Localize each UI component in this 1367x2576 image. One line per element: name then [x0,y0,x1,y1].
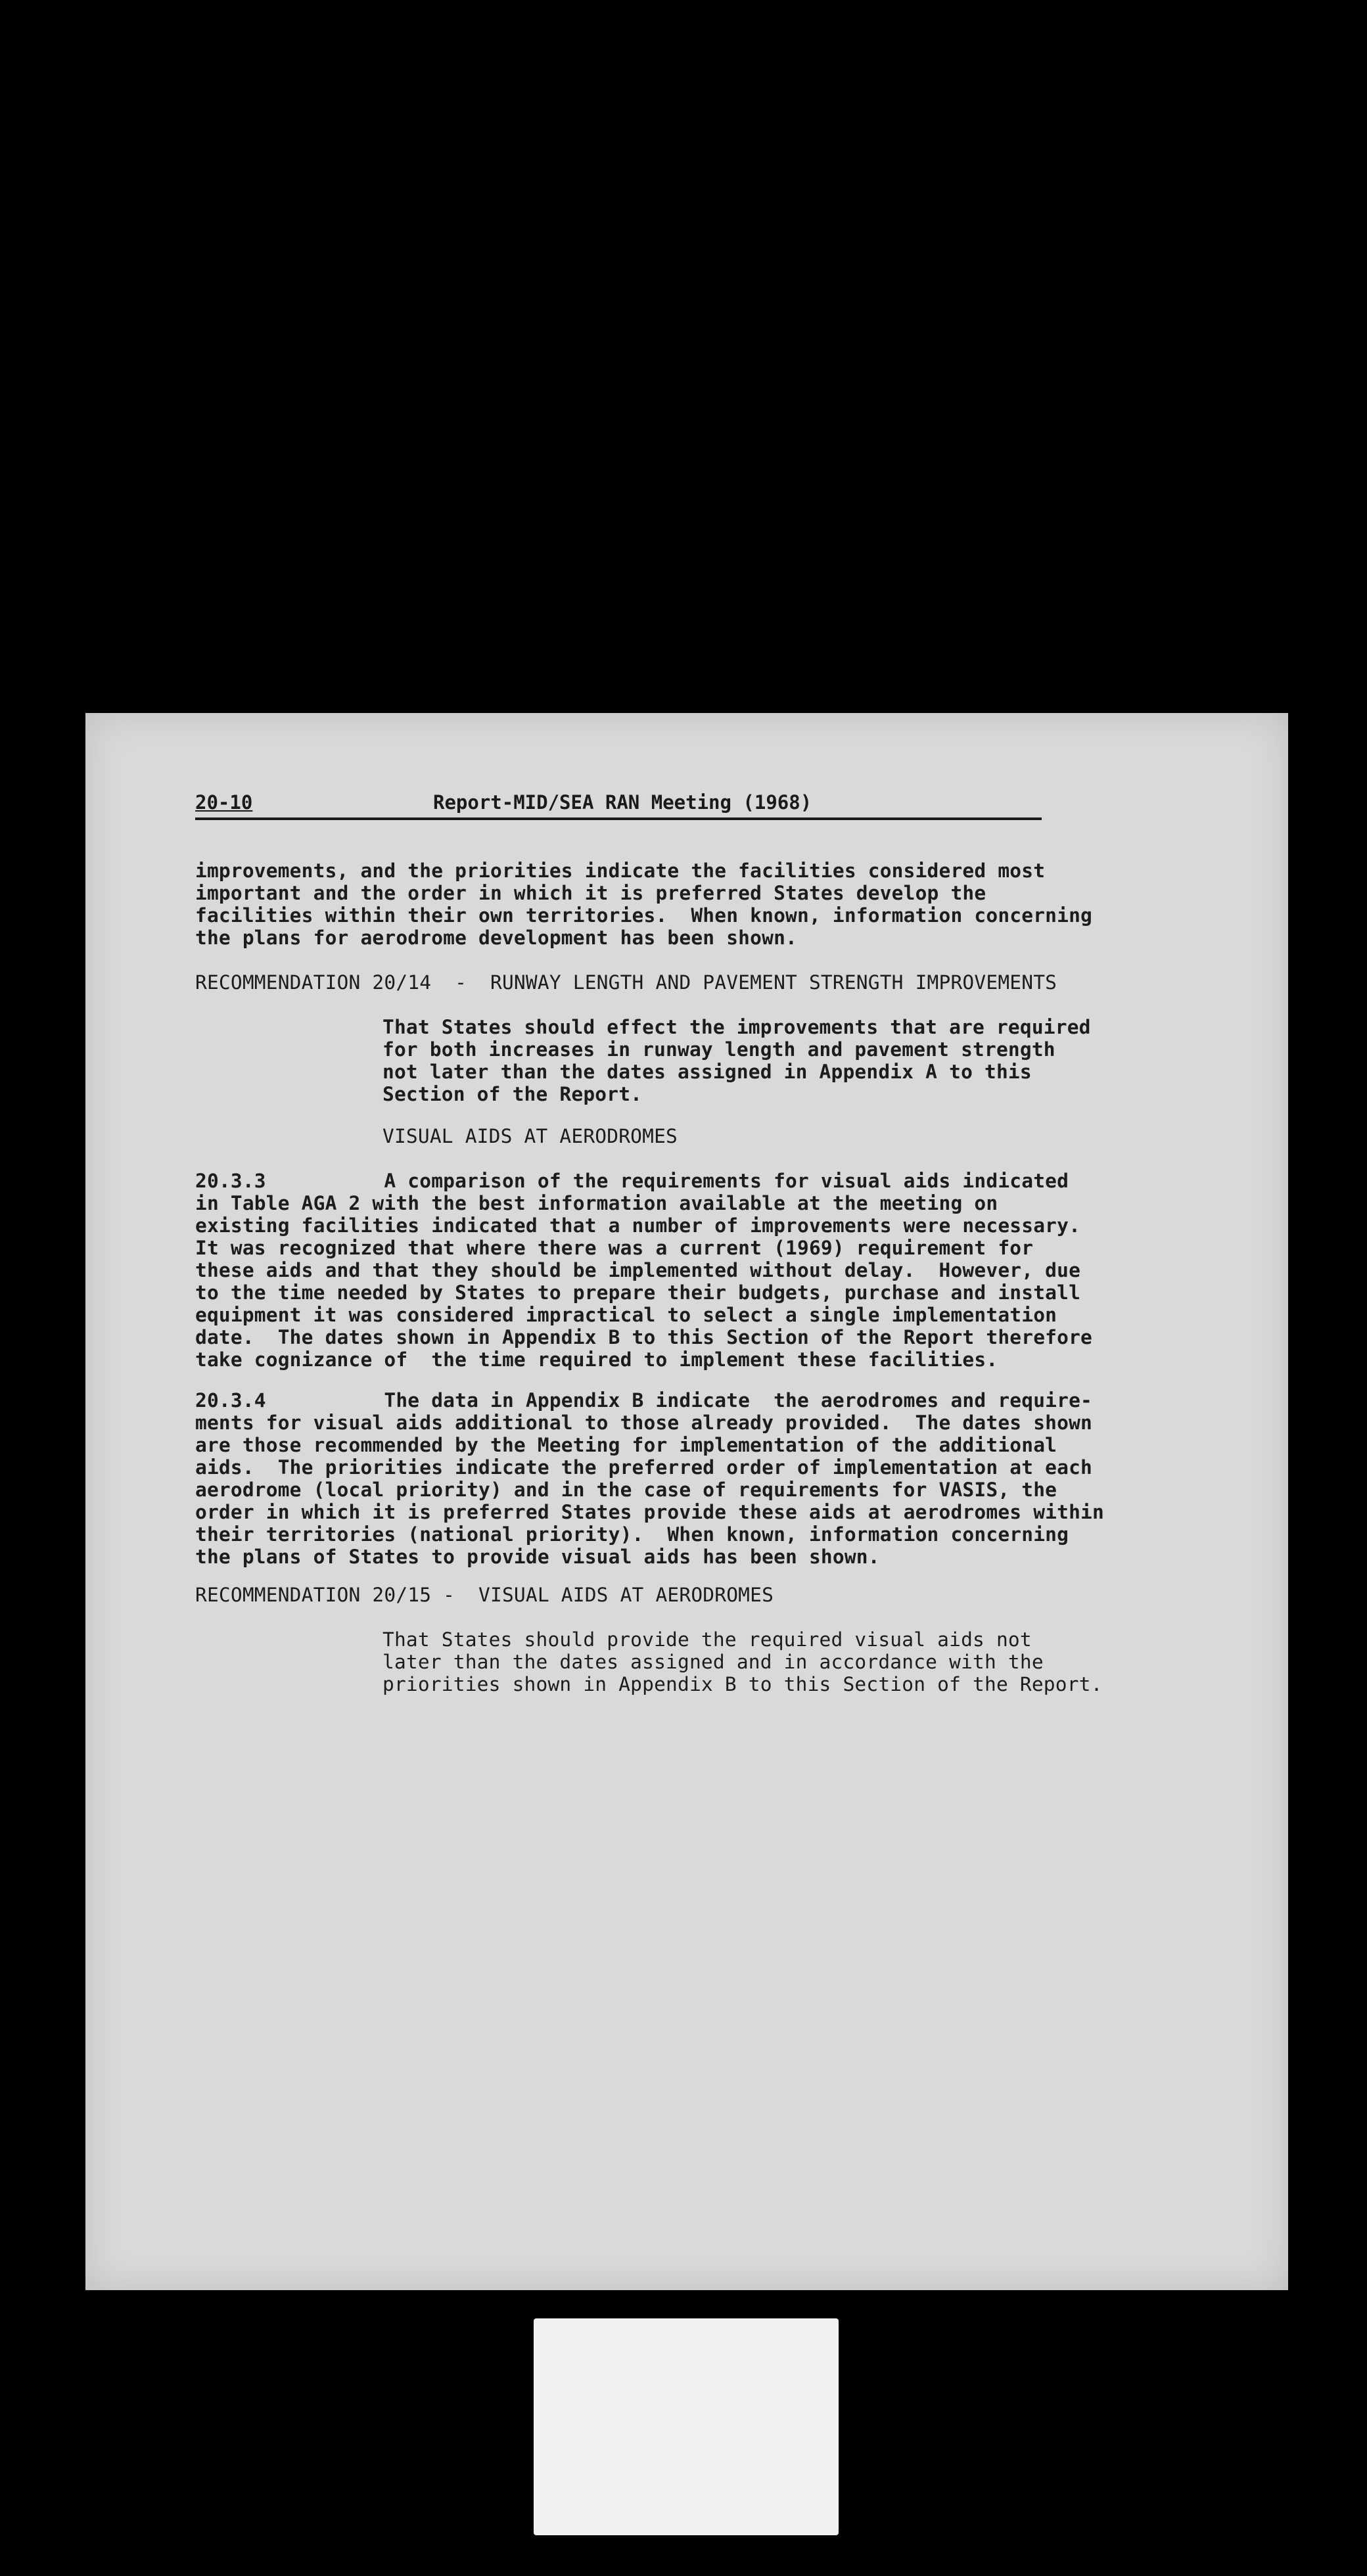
intro-paragraph: improvements, and the priorities indicate the facilities considered most important and the order in which it is preferred States develop the facilities within their own territories. When known, information concerning the plans for aerodrome development has been shown. [195,860,1092,949]
paragraph-20-3-4: 20.3.4 The data in Appendix B indicate the aerodromes and require- ments for visual aids additional to those already provided. The dates shown are those recommended by the Meeting for implementation of the additional aids. The priorities indicate the preferred order of implementation at each aerodrome (local priority) and in the case of requirements for VASIS, the order in which it is preferred States provide these aids at aerodromes within their territories (national priority). When known, information concerning the plans of States to provide visual aids has been shown. [195,1389,1104,1568]
blank-label-card [534,2318,839,2535]
recommendation-20-14-body: That States should effect the improvements that are required for both increases in runway length and pavement strength not later than the dates assigned in Appendix A to this Section of the Report. [382,1016,1091,1105]
visual-aids-section-heading: VISUAL AIDS AT AERODROMES [382,1125,678,1147]
page-number: 20-10 [195,791,253,814]
recommendation-20-15-heading: RECOMMENDATION 20/15 - VISUAL AIDS AT AERODROMES [195,1584,774,1606]
report-title: Report-MID/SEA RAN Meeting (1968) [433,791,812,814]
recommendation-20-15-body: That States should provide the required visual aids not later than the dates assigned and in accordance with the priorities shown in Appendix B to this Section of the Report. [382,1628,1103,1695]
paragraph-20-3-3: 20.3.3 A comparison of the requirements for visual aids indicated in Table AGA 2 with the best information available at the meeting on existing facilities indicated that a number of improvements were necessary. It was recognized that where there was a current (1969) requirement for these aids and that they should be implemented without delay. However, due to the time needed by States to prepare their budgets, purchase and install equipment it was considered impractical to select a single implementation date. The dates shown in Appendix B to this Section of the Report therefore take cognizance of the time required to implement these facilities. [195,1170,1092,1371]
page-header [195,791,1042,820]
recommendation-20-14-heading: RECOMMENDATION 20/14 - RUNWAY LENGTH AND PAVEMENT STRENGTH IMPROVEMENTS [195,971,1057,994]
